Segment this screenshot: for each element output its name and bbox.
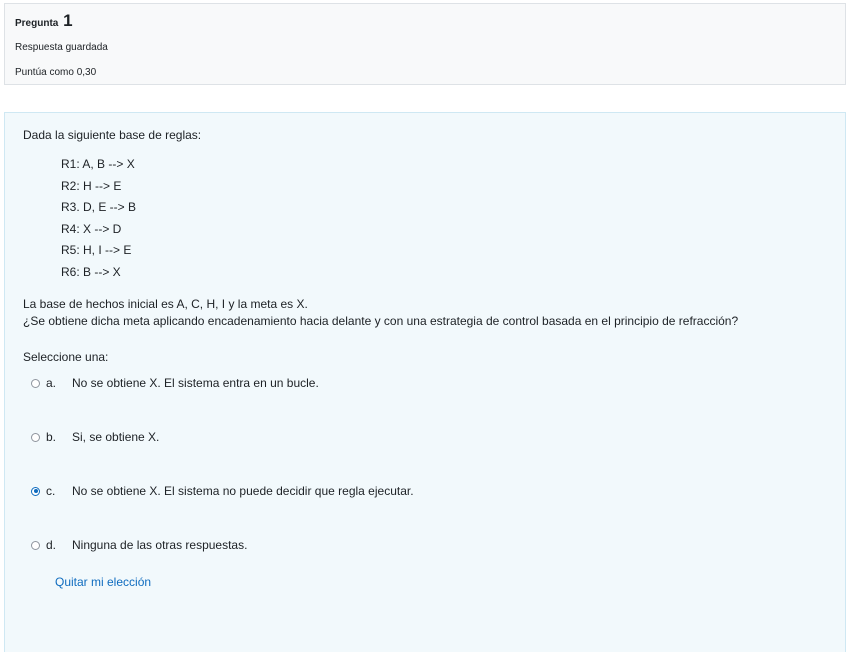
answer-letter: d. — [46, 538, 57, 552]
select-prompt: Seleccione una: — [23, 350, 109, 364]
rule-item: R6: B --> X — [61, 264, 121, 279]
answer-option-b[interactable] — [31, 427, 827, 447]
answer-letter: a. — [46, 376, 57, 390]
answer-text[interactable]: Si, se obtiene X. — [72, 430, 160, 444]
rule-item: R1: A, B --> X — [61, 157, 135, 171]
question-state: Respuesta guardada — [15, 42, 108, 53]
rules-list — [61, 154, 827, 283]
question-intro: Dada la siguiente base de reglas: — [23, 128, 202, 142]
radio-button-selected[interactable] — [31, 487, 40, 496]
answer-option-d[interactable] — [31, 535, 827, 555]
clear-choice-link[interactable]: Quitar mi elección — [55, 575, 152, 589]
facts-text: La base de hechos inicial es A, C, H, I y la meta es X. — [23, 297, 308, 311]
question-grade: Puntúa como 0,30 — [15, 67, 97, 78]
answer-list — [23, 373, 827, 555]
radio-button[interactable] — [31, 433, 40, 442]
answer-text[interactable]: No se obtiene X. El sistema entra en un bucle. — [72, 376, 319, 390]
question-number: 1 — [63, 11, 73, 30]
answer-letter: c. — [46, 484, 56, 498]
question-title — [15, 12, 835, 33]
radio-button[interactable] — [31, 541, 40, 550]
question-content — [4, 112, 846, 652]
rule-item: R5: H, I --> E — [61, 243, 132, 257]
question-info-card — [4, 3, 846, 85]
answer-text[interactable]: Ninguna de las otras respuestas. — [72, 538, 248, 552]
rule-item: R2: H --> E — [61, 178, 122, 193]
rule-item: R4: X --> D — [61, 221, 122, 236]
answer-text[interactable]: No se obtiene X. El sistema no puede decidir que regla ejecutar. — [72, 484, 414, 498]
rule-item: R3. D, E --> B — [61, 200, 137, 214]
answer-option-c[interactable] — [31, 481, 827, 501]
question-text: ¿Se obtiene dicha meta aplicando encadenamiento hacia delante y con una estrategia de control basada en el principio de refracción? — [23, 314, 739, 328]
radio-button[interactable] — [31, 379, 40, 388]
answer-option-a[interactable] — [31, 373, 827, 393]
question-label: Pregunta — [15, 18, 59, 29]
answer-letter: b. — [46, 430, 57, 444]
